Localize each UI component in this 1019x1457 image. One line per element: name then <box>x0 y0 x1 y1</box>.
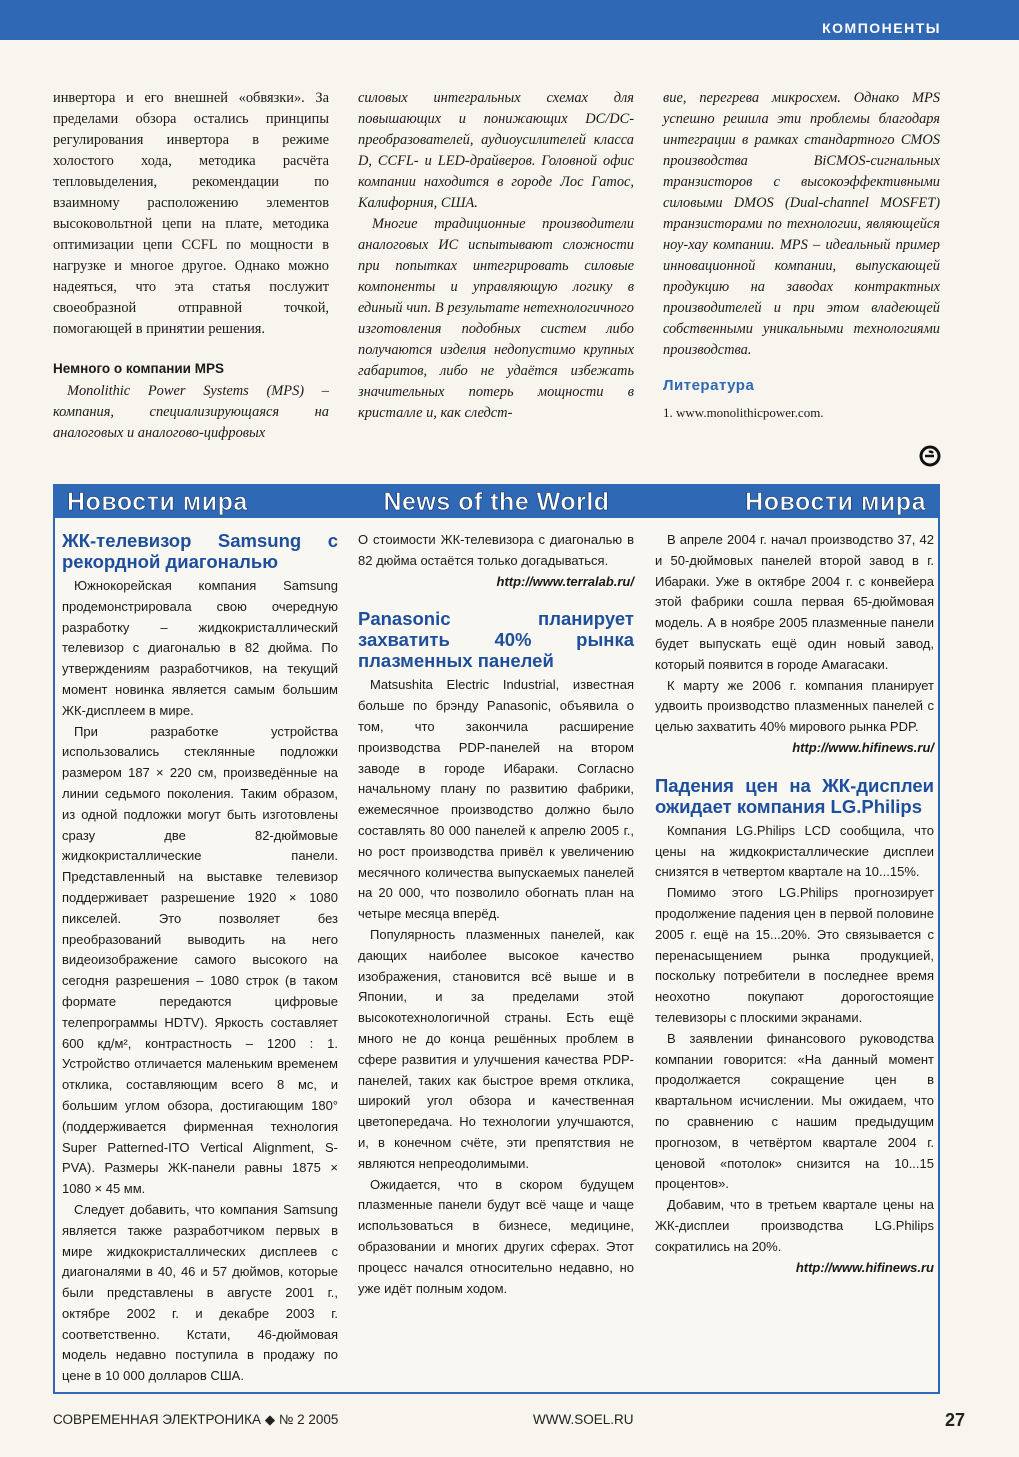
article-paragraph: вие, перегрева микросхем. Однако MPS успешно решила эти проблемы благодаря интеграции в рамках стандартного CMOS производства BiCMOS-сигнальных транзисторов с высокоэффективными силовыми DMOS (Dual-channel MOSFET) транзисторами по технологии, являющейся ноу-хау компании. MPS – идеальный пример инновационной компании, выпускающей продукцию на заводах контрактных производителей и при этом владеющей собственными уникальными технологиями производства. <box>663 90 940 358</box>
news-paragraph: При разработке устройства использовались стеклянные подложки размером 187 × 220 см, произведённые на линии седьмого поколения. Таким образом, из одной подложки могут быть изготовлены сразу две 82-дюймовые жидкокристаллические панели. Представленный на выставке телевизор поддерживает разрешение 1920 × 1080 пикселей. Это позволяет без преобразований выводить на него видеоизображение самого высокого на сегодня разрешения – 1080 строк (в таком формате передаются цифровые телепрограммы HDTV). Яркость составляет 600 кд/м², контрастность – 1200 : 1. Устройство отличается маленьким временем отклика, составляющим всего 8 мс, и большим углом обзора, достигающим 180° (поддерживается фирменная технология Super Patterned-ITO Vertical Alignment, S-PVA). Размеры ЖК-панели равны 1875 × 1080 × 45 мм. <box>62 723 338 1197</box>
news-paragraph: Matsushita Electric Industrial, известная больше по брэнду Panasonic, объявила о том, что закончила расширение производства PDP-панелей на втором заводе в городе Ибараки. Согласно начальному плану по развитию фабрики, ежемесячное производство должно было составлять 80 000 панелей к апрелю 2005 г., но рост производства привёл к увеличению месячного количества выпускаемых панелей на 20 000, что позволило обогнать план на четыре месяца вперёд. <box>358 677 634 922</box>
section-label: КОМПОНЕНТЫ <box>822 20 941 36</box>
news-paragraph: Популярность плазменных панелей, как дающих наиболее высокое качество изображения, становится всё выше и в Японии, и за пределами этой высокотехнологичной страны. Есть ещё много не до конца решённых проблем в сфере развития и улучшения качества PDP-панелей, таких как быстрое время отклика, широкий угол обзора и качественная цветопередача. Но технологии улучшаются, и, в конечном счёте, эти препятствия не являются непреодолимыми. <box>358 926 634 1171</box>
article-column-3 <box>663 88 940 423</box>
article-paragraph: Monolithic Power Systems (MPS) – компания, специализирующаяся на аналоговых и аналогово-цифровых <box>53 383 329 441</box>
literature-heading: Литература <box>663 377 755 394</box>
banner-title: News of the World <box>383 488 610 516</box>
news-paragraph: О стоимости ЖК-телевизора с диагональю в 82 дюйма остаётся только догадываться. <box>358 532 634 568</box>
news-paragraph: Следует добавить, что компания Samsung является также разработчиком первых в мире жидкокристаллических дисплеев с диагоналями в 40, 46 и 57 дюймов, которые были представлены в августе 2001 г., октябре 2002 г. и декабре 2003 г. соответственно. Кстати, 46-дюймовая модель недавно поступила в продажу по цене в 10 000 долларов США. <box>62 1201 338 1384</box>
banner-title: Новости мира <box>67 488 248 516</box>
banner-title: Новости мира <box>745 488 926 516</box>
news-paragraph: В заявлении финансового руководства компании говорится: «На данный момент продолжается сокращение цен в квартальном исчислении. Мы ожидаем, что по сравнению с нашим предыдущим прогнозом, в четвёртом квартале 2004 г. ценовой «потолок» снизится на 10...15 процентов». <box>655 1030 934 1192</box>
magazine-name: СОВРЕМЕННАЯ ЭЛЕКТРОНИКА ◆ № 2 2005 <box>53 1412 339 1427</box>
page-number: 27 <box>945 1410 966 1430</box>
news-paragraph: Компания LG.Philips LCD сообщила, что цены на жидкокристаллические дисплеи снизятся в четвертом квартале на 10...15%. <box>655 822 934 880</box>
news-source-link[interactable]: http://www.terralab.ru/ <box>496 573 634 589</box>
news-title: Panasonic планирует захватить 40% рынка плазменных панелей <box>358 608 634 672</box>
news-paragraph: Ожидается, что в скором будущем плазменные панели будут всё чаще и чаще использоваться в бизнесе, медицине, образовании и многих других сферах. Этот процесс начался относительно недавно, но уже идёт полным ходом. <box>358 1176 634 1296</box>
news-banner <box>55 486 938 518</box>
news-paragraph: К марту же 2006 г. компания планирует удвоить производство плазменных панелей с целью захватить 40% мирового рынка PDP. <box>655 677 934 735</box>
reference-item: 1. www.monolithicpower.com. <box>663 405 824 420</box>
news-column-1 <box>62 530 338 1387</box>
article-subheading: Немного о компании MPS <box>53 361 224 376</box>
article-column-2 <box>358 88 634 424</box>
news-column-2 <box>358 530 634 1299</box>
news-title: ЖК-телевизор Samsung с рекордной диагональю <box>62 530 338 572</box>
article-column-1 <box>53 88 329 444</box>
article-paragraph: Многие традиционные производители аналоговых ИС испытывают сложности при попытках интегрировать силовые компоненты и управляющую логику в единый чип. В результате нетехнологичного изготовления подобных систем либо получаются изделия недопустимо крупных габаритов, либо не удаётся избежать значительных потерь мощности в кристалле и, как следст- <box>358 216 634 421</box>
article-paragraph: силовых интегральных схемах для повышающих и понижающих DC/DC-преобразователей, аудиоусилителей класса D, CCFL- и LED-драйверов. Головной офис компании находится в городе Лос Гатос, Калифорния, США. <box>358 90 634 211</box>
news-source-link[interactable]: http://www.hifinews.ru <box>795 1259 934 1275</box>
header-bar <box>0 0 1019 40</box>
end-of-article-icon <box>919 445 941 467</box>
news-paragraph: Помимо этого LG.Philips прогнозирует продолжение падения цен в первой половине 2005 г. ещё на 15...20%. Это связывается с перенасыщением рынка продукцией, поскольку потребители в последнее время неохотно покупают дорогостоящие телевизоры с плоскими экранами. <box>655 885 934 1025</box>
news-paragraph: В апреле 2004 г. начал производство 37, 42 и 50-дюймовых панелей второй завод в г. Ибараки. Уже в октябре 2004 г. с конвейера этой фабрики сошла первая 65-дюймовая модель. А в ноябре 2005 плазменные панели будет выпускать ещё один новый завод, который появится в городе Амагасаки. <box>655 532 934 672</box>
news-source-link[interactable]: http://www.hifinews.ru/ <box>792 739 934 755</box>
news-column-3 <box>655 530 934 1278</box>
website-url[interactable]: WWW.SOEL.RU <box>533 1412 634 1427</box>
world-news-section <box>53 484 940 1394</box>
news-paragraph: Добавим, что в третьем квартале цены на ЖК-дисплеи производства LG.Philips сократились на 20%. <box>655 1197 934 1254</box>
news-paragraph: Южнокорейская компания Samsung продемонстрировала свою очередную разработку – жидкокристаллический телевизор с диагональю в 82 дюйма. По утверждениям разработчиков, на текущий момент новинка является самым большим ЖК-дисплеем в мире. <box>62 578 338 718</box>
news-title: Падения цен на ЖК-дисплеи ожидает компания LG.Philips <box>655 774 934 817</box>
article-paragraph: инвертора и его внешней «обвязки». За пределами обзора остались принципы регулирования инвертора в режиме холостого хода, методика расчёта тепловыделения, рекомендации по взаимному расположению элементов высоковольтной цепи на плате, методика оптимизации цепи CCFL по мощности в нагрузке и многое другое. Однако можно надеяться, что эта статья послужит своеобразной отправной точкой, помогающей в принятии решения. <box>53 90 329 337</box>
